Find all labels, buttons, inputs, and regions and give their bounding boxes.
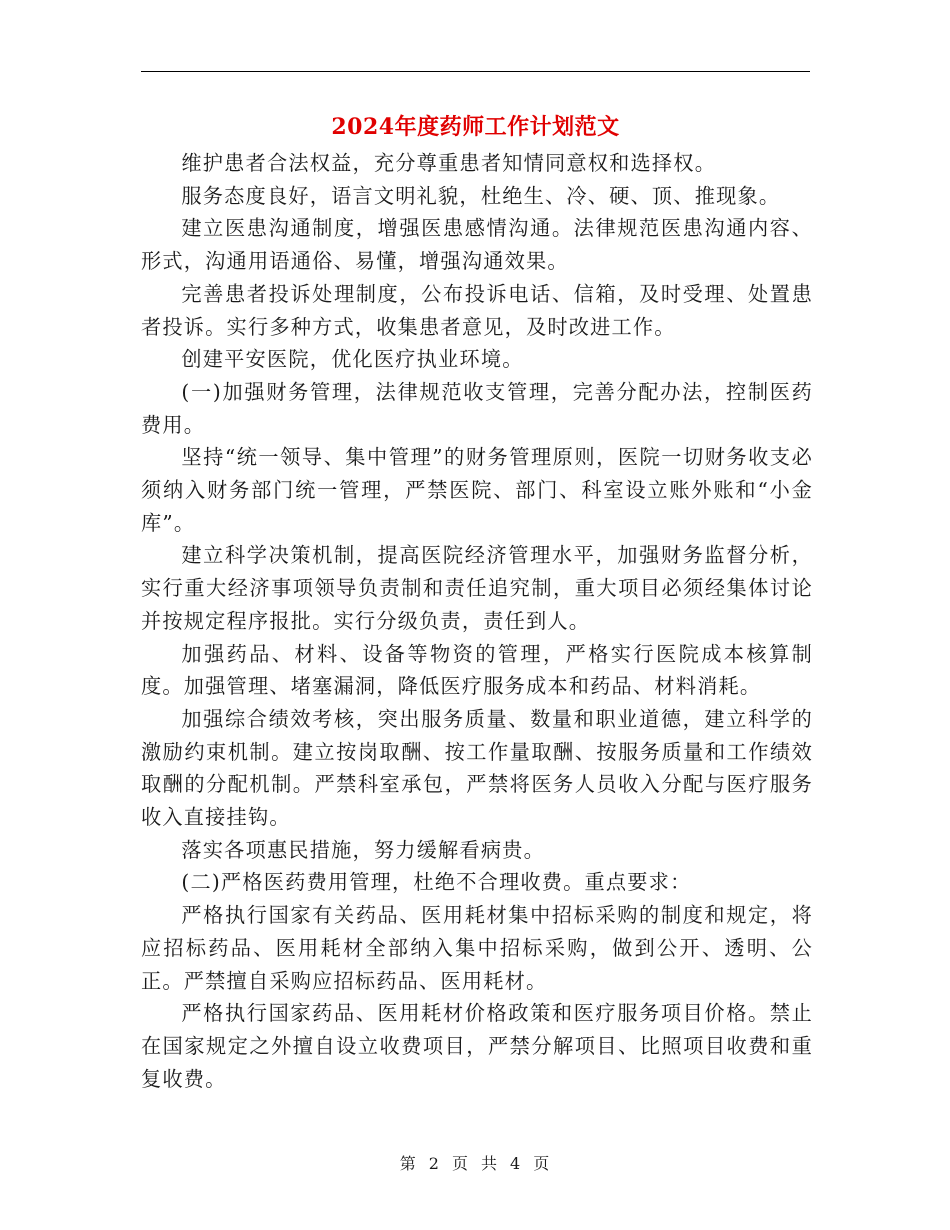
paragraph: 建立科学决策机制，提高医院经济管理水平，加强财务监督分析，实行重大经济事项领导负责制和责任追究制，重大项目必须经集体讨论并按规定程序报批。实行分级负责，责任到人。: [141, 543, 813, 633]
paragraph: 加强综合绩效考核，突出服务质量、数量和职业道德，建立科学的激励约束机制。建立按岗取酬、按工作量取酬、按服务质量和工作绩效取酬的分配机制。严禁科室承包，严禁将医务人员收入分配与医疗服务收入直接挂钩。: [141, 706, 813, 830]
paragraph: 完善患者投诉处理制度，公布投诉电话、信箱，及时受理、处置患者投诉。实行多种方式，收集患者意见，及时改进工作。: [141, 281, 813, 339]
footer-total-unit: 页: [533, 1154, 551, 1173]
footer-page-total: 4: [510, 1154, 522, 1173]
paragraph: 创建平安医院，优化医疗执业环境。: [181, 347, 524, 372]
paragraph: 坚持“统一领导、集中管理”的财务管理原则，医院一切财务收支必须纳入财务部门统一管理，严禁医院、部门、科室设立账外账和“小金库”。: [141, 445, 813, 535]
footer-page-current: 2: [428, 1154, 440, 1173]
footer-page-unit: 页: [451, 1154, 469, 1173]
document-title: 2024年度药师工作计划范文: [331, 114, 620, 140]
paragraph: 建立医患沟通制度，增强医患感情沟通。法律规范医患沟通内容、形式，沟通用语通俗、易懂，增强沟通效果。: [141, 216, 813, 274]
footer-page-label: 第: [399, 1154, 417, 1173]
page-footer: [0, 1152, 950, 1176]
paragraph: 严格执行国家有关药品、医用耗材集中招标采购的制度和规定，将应招标药品、医用耗材全部纳入集中招标采购，做到公开、透明、公正。严禁擅自采购应招标药品、医用耗材。: [141, 903, 813, 993]
footer-total-label: 共: [481, 1154, 499, 1173]
paragraph: 严格执行国家药品、医用耗材价格政策和医疗服务项目价格。禁止在国家规定之外擅自设立收费项目，严禁分解项目、比照项目收费和重复收费。: [141, 1001, 813, 1091]
header-rule: [141, 71, 810, 72]
paragraph: 落实各项惠民措施，努力缓解看病贵。: [181, 837, 545, 862]
document-body: [141, 147, 813, 1095]
section-heading-paragraph: (一)加强财务管理，法律规范收支管理，完善分配办法，控制医药费用。: [141, 379, 813, 437]
paragraph: 服务态度良好，语言文明礼貌，杜绝生、冷、硬、顶、推现象。: [181, 183, 781, 208]
paragraph: 维护患者合法权益，充分尊重患者知情同意权和选择权。: [181, 151, 717, 175]
paragraph: 加强药品、材料、设备等物资的管理，严格实行医院成本核算制度。加强管理、堵塞漏洞，降低医疗服务成本和药品、材料消耗。: [141, 641, 813, 699]
section-heading-paragraph: (二)严格医药费用管理，杜绝不合理收费。重点要求：: [181, 870, 692, 895]
